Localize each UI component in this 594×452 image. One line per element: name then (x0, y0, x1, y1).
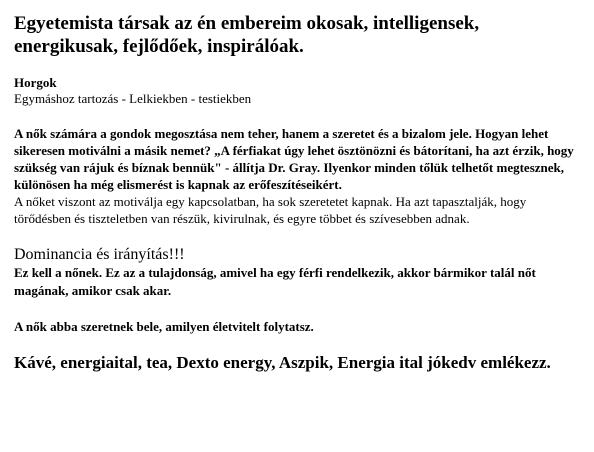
lifestyle-line: A nők abba szeretnek bele, amilyen életvitelt folytatsz. (14, 319, 314, 334)
motivation-normal-paragraph: A nőket viszont az motiválja egy kapcsolatban, ha sok szeretetet kapnak. Ha azt tapasztalják, hogy törődésben és tiszteletben van részük, kivirulnak, és egyre többet és szívesebben adnak. (14, 194, 527, 226)
motivation-bold-paragraph: A nők számára a gondok megosztása nem teher, hanem a szeretet és a bizalom jele. Hogyan lehet sikeresen motiválni a másik nemet? „A férfiakat úgy lehet ösztönözni és bátorítani, ha azt érzik, hogy szükség van rájuk és bíznak bennük" - állítja Dr. Gray. Ilyenkor minden tőlük telhetőt megtesznek, különösen ha még elismerést is kapnak az erőfeszítéseikért. (14, 126, 574, 192)
section-subtitle: Egymáshoz tartozás - Lelkiekben - testiekben (14, 91, 252, 106)
dominance-paragraph: Ez kell a nőnek. Ez az a tulajdonság, amivel ha egy férfi rendelkezik, akkor bármikor talál nőt magának, amikor csak akar. (14, 265, 536, 298)
section-title-horgok: Horgok (14, 75, 57, 90)
main-heading: Egyetemista társak az én embereim okosak, intelligensek, energikusak, fejlődőek, inspirálóak. (14, 13, 480, 57)
bottom-heading: Kávé, energiaital, tea, Dexto energy, Aszpik, Energia ital jókedv emlékezz. (14, 353, 551, 372)
dominance-heading: Dominancia és irányítás!!! (14, 246, 185, 263)
